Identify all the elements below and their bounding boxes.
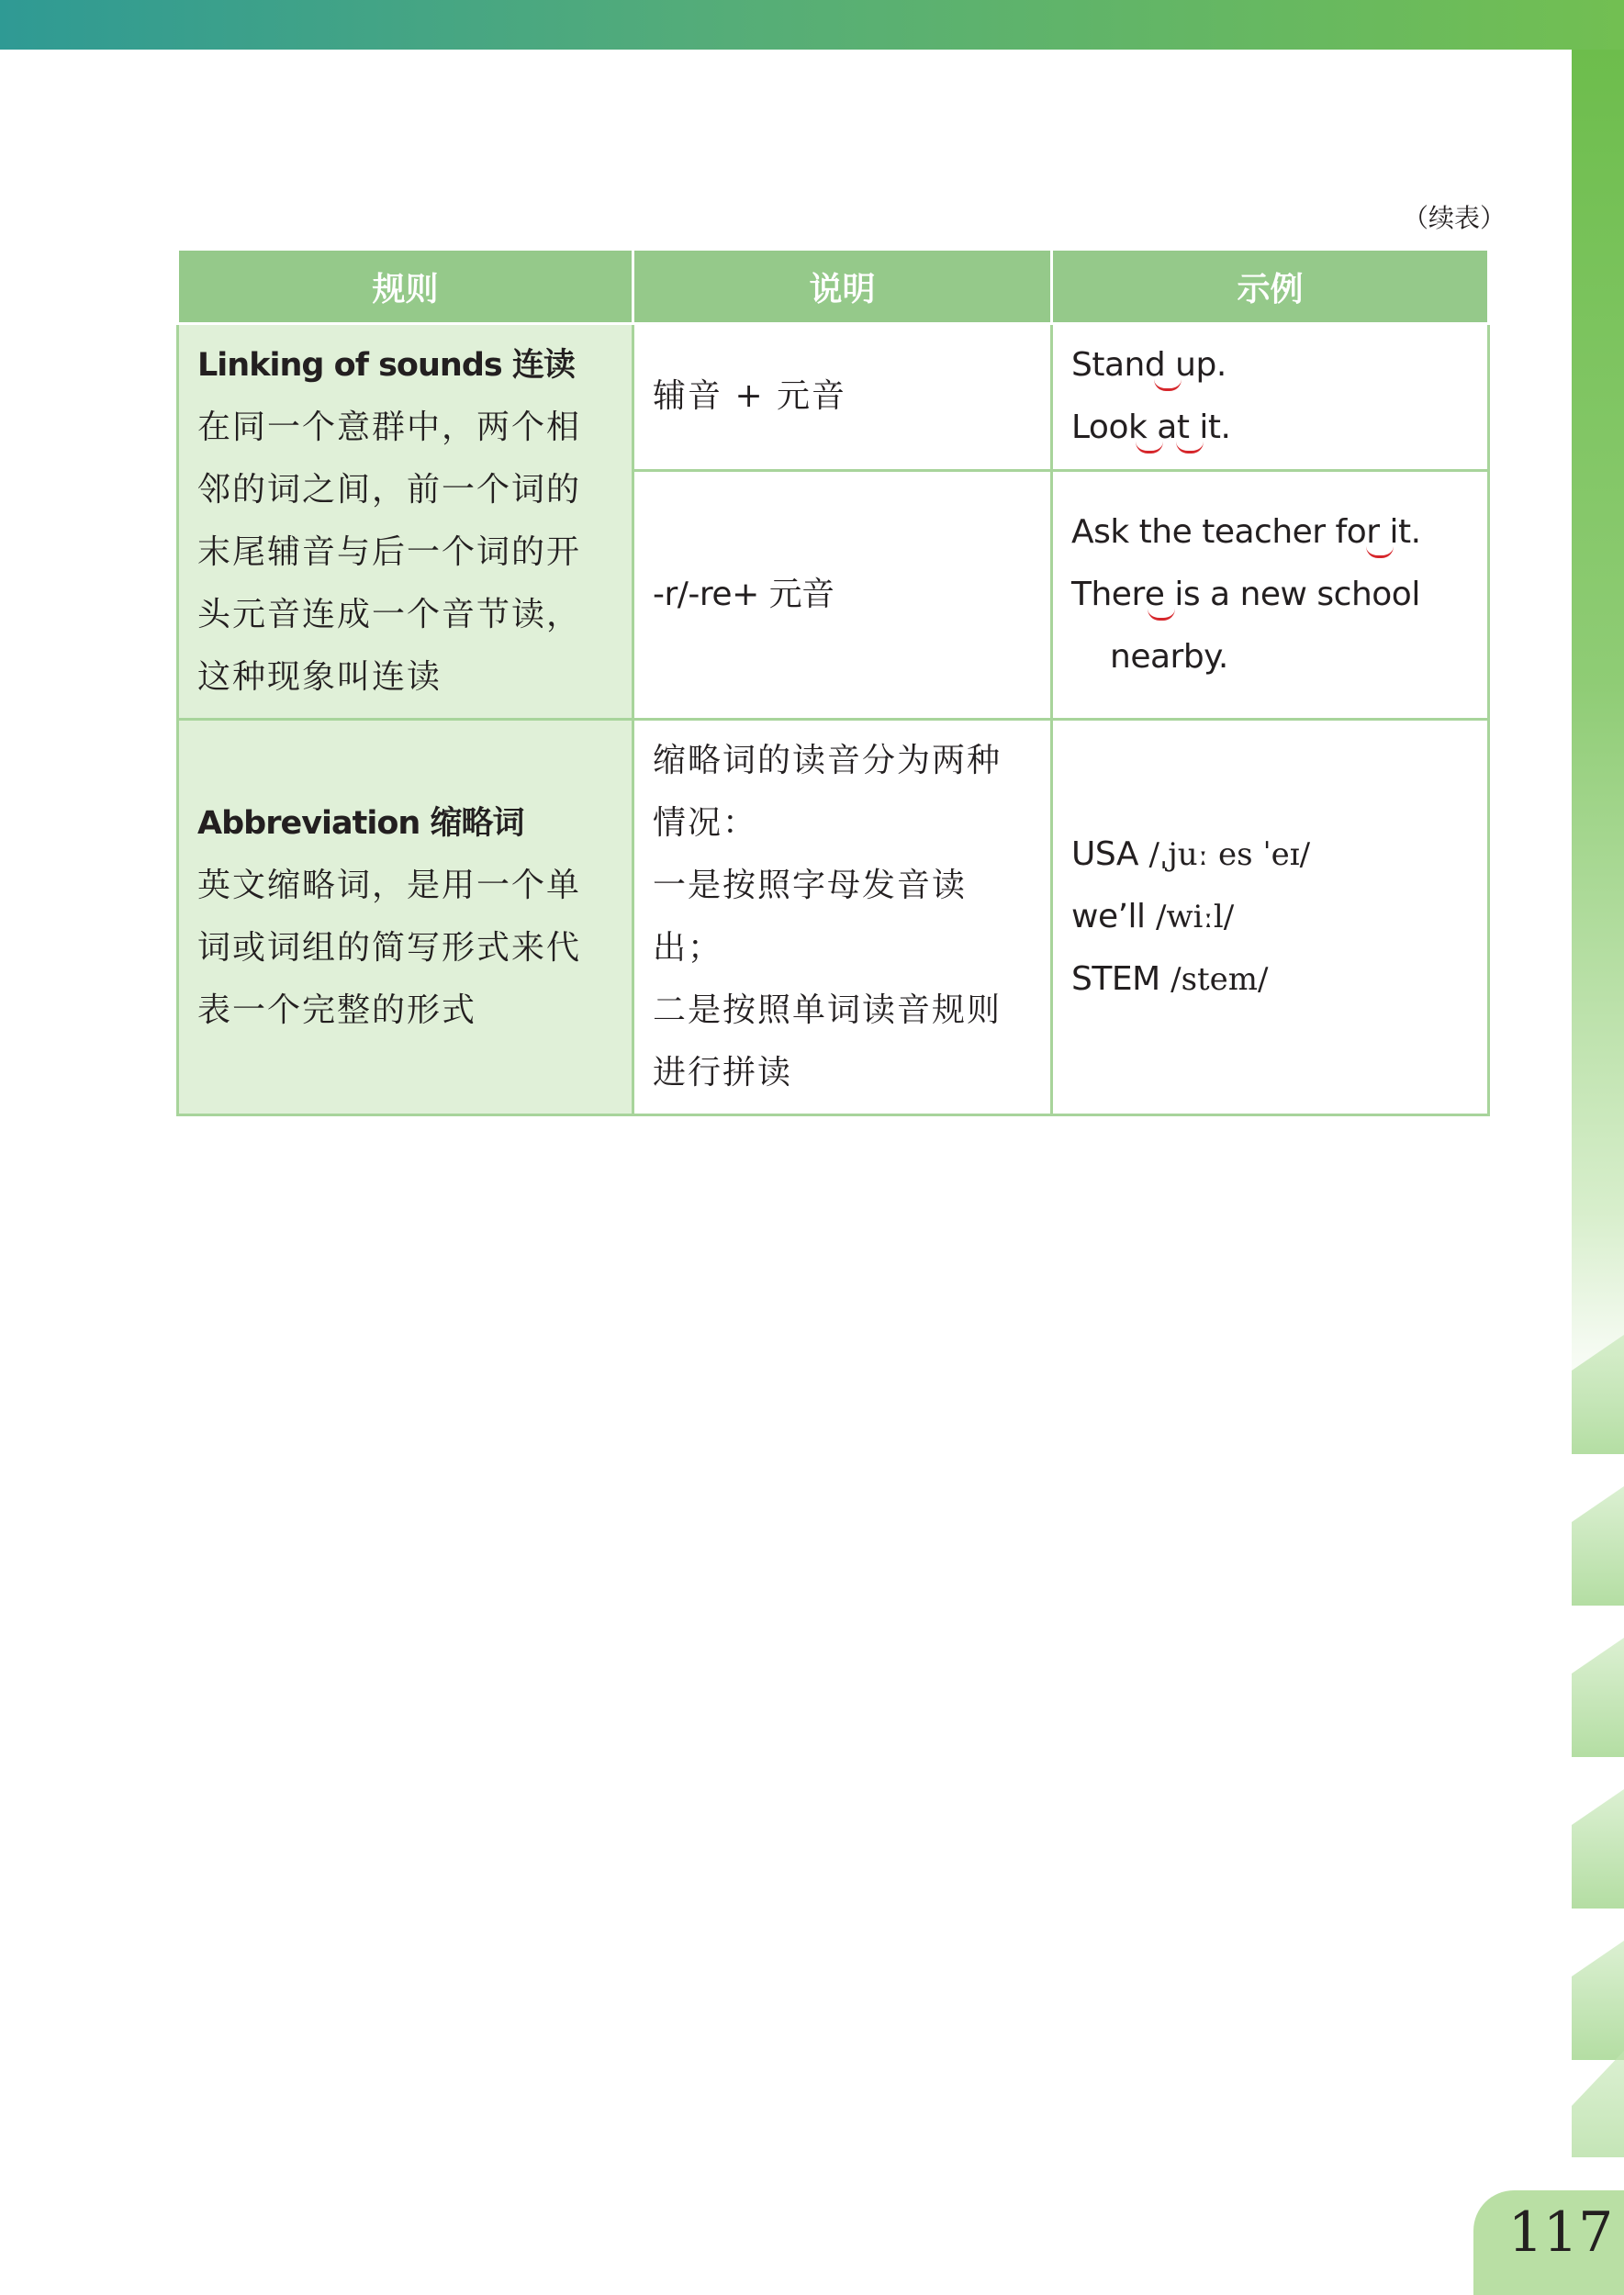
linking-mark: t i bbox=[1177, 397, 1208, 459]
example-sentence-continuation: nearby. bbox=[1110, 637, 1228, 676]
side-decorative-band bbox=[1572, 50, 1624, 2157]
explanation-cell bbox=[633, 324, 1052, 471]
linking-mark: e i bbox=[1145, 564, 1183, 626]
pronunciation-rules-table bbox=[176, 248, 1490, 1116]
explanation-cell bbox=[633, 720, 1052, 1115]
explanation-text: -r/-re+ 元音 bbox=[653, 575, 834, 613]
rule-desc-line: 邻的词之间，前一个词的 bbox=[197, 471, 582, 509]
explanation-line: 二是按照单词读音规则 bbox=[653, 991, 1002, 1029]
side-stripe bbox=[1572, 1335, 1624, 1454]
side-stripe bbox=[1572, 1638, 1624, 1757]
example-sentence: There is a new school bbox=[1071, 564, 1469, 626]
explanation-text: 辅音 + 元音 bbox=[653, 377, 847, 416]
header-rule: 规则 bbox=[178, 250, 633, 324]
explanation-cell bbox=[633, 470, 1052, 719]
explanation-line: 一是按照字母发音读出； bbox=[653, 867, 968, 967]
rule-title: Abbreviation 缩略词 bbox=[197, 804, 524, 842]
explanation-line: 情况： bbox=[653, 804, 758, 842]
side-stripe bbox=[1572, 1941, 1624, 2060]
header-explanation: 说明 bbox=[633, 250, 1052, 324]
side-stripe bbox=[1572, 2051, 1624, 2157]
linking-mark: d u bbox=[1145, 334, 1196, 397]
linking-mark: r i bbox=[1366, 501, 1398, 564]
rule-desc-line: 这种现象叫连读 bbox=[197, 658, 442, 696]
rule-desc-line: 表一个完整的形式 bbox=[197, 991, 477, 1029]
table-row bbox=[178, 324, 1489, 471]
abbreviation-example: USA /ˌjuː es ˈeɪ/ bbox=[1071, 835, 1311, 873]
linking-mark: k a bbox=[1128, 397, 1177, 459]
abbreviation-example: STEM /stem/ bbox=[1071, 960, 1269, 998]
example-cell bbox=[1052, 470, 1489, 719]
example-cell bbox=[1052, 324, 1489, 471]
page-number: 117 bbox=[1507, 2200, 1614, 2265]
continued-table-note: （续表） bbox=[1402, 203, 1506, 233]
header-example: 示例 bbox=[1052, 250, 1489, 324]
rule-desc-line: 头元音连成一个音节读， bbox=[197, 596, 582, 633]
side-stripe bbox=[1572, 1789, 1624, 1909]
top-decorative-band bbox=[0, 0, 1624, 50]
example-sentence: Look at it. bbox=[1071, 397, 1469, 459]
example-sentence: Ask the teacher for it. bbox=[1071, 501, 1469, 564]
example-sentence: Stand up. bbox=[1071, 334, 1469, 397]
example-cell bbox=[1052, 720, 1489, 1115]
explanation-line: 进行拼读 bbox=[653, 1054, 793, 1092]
rule-title: Linking of sounds 连读 bbox=[197, 346, 575, 384]
side-stripe bbox=[1572, 1486, 1624, 1606]
rule-desc-line: 词或词组的简写形式来代 bbox=[197, 929, 582, 967]
rule-desc-line: 末尾辅音与后一个词的开 bbox=[197, 533, 582, 571]
rule-desc-line: 英文缩略词，是用一个单 bbox=[197, 867, 582, 904]
table-row bbox=[178, 720, 1489, 1115]
rule-desc-line: 在同一个意群中，两个相 bbox=[197, 409, 582, 446]
abbreviation-example: we’ll /wiːl/ bbox=[1071, 898, 1235, 935]
explanation-line: 缩略词的读音分为两种 bbox=[653, 742, 1002, 779]
rule-linking-cell bbox=[178, 324, 633, 720]
table-header-row bbox=[178, 250, 1489, 324]
rule-abbreviation-cell bbox=[178, 720, 633, 1115]
